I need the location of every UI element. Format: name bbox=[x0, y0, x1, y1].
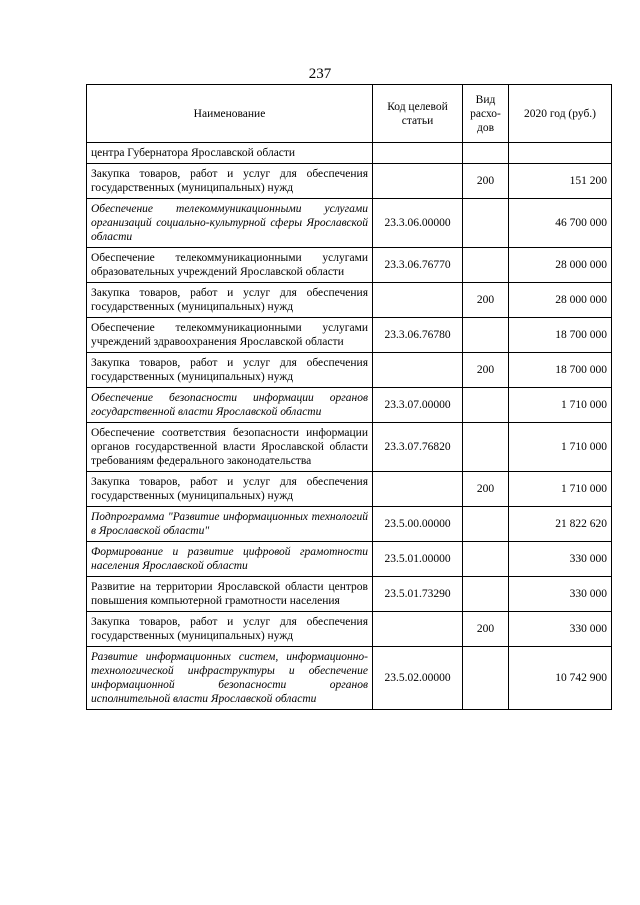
cell-sum: 151 200 bbox=[509, 164, 612, 199]
cell-name: Закупка товаров, работ и услуг для обеспечения государственных (муниципальных) нужд bbox=[87, 472, 373, 507]
cell-kind: 200 bbox=[463, 283, 509, 318]
table-row bbox=[87, 612, 612, 647]
cell-code: 23.3.07.00000 bbox=[373, 388, 463, 423]
cell-name: Обеспечение безопасности информации органов государственной власти Ярославской области bbox=[87, 388, 373, 423]
cell-code: 23.3.06.76780 bbox=[373, 318, 463, 353]
cell-kind: 200 bbox=[463, 164, 509, 199]
cell-kind bbox=[463, 647, 509, 710]
cell-code bbox=[373, 353, 463, 388]
cell-code: 23.5.01.00000 bbox=[373, 542, 463, 577]
table-row bbox=[87, 248, 612, 283]
cell-sum: 1 710 000 bbox=[509, 423, 612, 472]
table-row bbox=[87, 143, 612, 164]
cell-code: 23.3.06.76770 bbox=[373, 248, 463, 283]
cell-sum: 330 000 bbox=[509, 542, 612, 577]
cell-sum bbox=[509, 143, 612, 164]
cell-name: Развитие на территории Ярославской области центров повышения компьютерной грамотности населения bbox=[87, 577, 373, 612]
header-name: Наименование bbox=[87, 85, 373, 143]
table-row bbox=[87, 647, 612, 710]
table-row bbox=[87, 472, 612, 507]
table-row bbox=[87, 164, 612, 199]
table-row bbox=[87, 577, 612, 612]
cell-kind bbox=[463, 143, 509, 164]
cell-kind bbox=[463, 507, 509, 542]
table-row bbox=[87, 318, 612, 353]
table-row bbox=[87, 388, 612, 423]
cell-code: 23.3.07.76820 bbox=[373, 423, 463, 472]
cell-code: 23.5.01.73290 bbox=[373, 577, 463, 612]
cell-code bbox=[373, 283, 463, 318]
cell-name: Закупка товаров, работ и услуг для обеспечения государственных (муниципальных) нужд bbox=[87, 164, 373, 199]
cell-name: Формирование и развитие цифровой грамотности населения Ярославской области bbox=[87, 542, 373, 577]
cell-sum: 330 000 bbox=[509, 612, 612, 647]
table-row bbox=[87, 353, 612, 388]
header-sum: 2020 год (руб.) bbox=[509, 85, 612, 143]
table-row bbox=[87, 423, 612, 472]
cell-code bbox=[373, 612, 463, 647]
cell-name: Закупка товаров, работ и услуг для обеспечения государственных (муниципальных) нужд bbox=[87, 612, 373, 647]
cell-name: Закупка товаров, работ и услуг для обеспечения государственных (муниципальных) нужд bbox=[87, 283, 373, 318]
cell-sum: 28 000 000 bbox=[509, 283, 612, 318]
cell-kind bbox=[463, 577, 509, 612]
cell-kind bbox=[463, 248, 509, 283]
table-header-row bbox=[87, 85, 612, 143]
table-body bbox=[87, 143, 612, 710]
cell-sum: 21 822 620 bbox=[509, 507, 612, 542]
table-row bbox=[87, 507, 612, 542]
cell-name: Обеспечение телекоммуникационными услугами организаций социально-культурной сферы Ярославской области bbox=[87, 199, 373, 248]
cell-name: Закупка товаров, работ и услуг для обеспечения государственных (муниципальных) нужд bbox=[87, 353, 373, 388]
cell-kind bbox=[463, 423, 509, 472]
header-code: Код целевой статьи bbox=[373, 85, 463, 143]
cell-sum: 330 000 bbox=[509, 577, 612, 612]
cell-sum: 46 700 000 bbox=[509, 199, 612, 248]
cell-code bbox=[373, 164, 463, 199]
cell-kind: 200 bbox=[463, 612, 509, 647]
cell-sum: 10 742 900 bbox=[509, 647, 612, 710]
cell-sum: 1 710 000 bbox=[509, 388, 612, 423]
cell-kind bbox=[463, 388, 509, 423]
table-row bbox=[87, 199, 612, 248]
cell-name: Подпрограмма "Развитие информационных технологий в Ярославской области" bbox=[87, 507, 373, 542]
cell-name: центра Губернатора Ярославской области bbox=[87, 143, 373, 164]
cell-kind bbox=[463, 318, 509, 353]
header-kind: Вид расхо-дов bbox=[463, 85, 509, 143]
cell-name: Обеспечение телекоммуникационными услугами образовательных учреждений Ярославской области bbox=[87, 248, 373, 283]
cell-name: Обеспечение телекоммуникационными услугами учреждений здравоохранения Ярославской области bbox=[87, 318, 373, 353]
page-number: 237 bbox=[308, 66, 332, 82]
cell-sum: 18 700 000 bbox=[509, 318, 612, 353]
table-row bbox=[87, 542, 612, 577]
cell-code bbox=[373, 472, 463, 507]
cell-code: 23.5.02.00000 bbox=[373, 647, 463, 710]
cell-sum: 18 700 000 bbox=[509, 353, 612, 388]
cell-code: 23.3.06.00000 bbox=[373, 199, 463, 248]
cell-code bbox=[373, 143, 463, 164]
cell-name: Обеспечение соответствия безопасности информации органов государственной власти Ярославской области требованиям федерального законодательства bbox=[87, 423, 373, 472]
cell-kind bbox=[463, 199, 509, 248]
table-row bbox=[87, 283, 612, 318]
cell-kind: 200 bbox=[463, 353, 509, 388]
budget-table bbox=[86, 84, 612, 710]
cell-sum: 1 710 000 bbox=[509, 472, 612, 507]
cell-sum: 28 000 000 bbox=[509, 248, 612, 283]
cell-kind bbox=[463, 542, 509, 577]
cell-code: 23.5.00.00000 bbox=[373, 507, 463, 542]
cell-name: Развитие информационных систем, информационно-технологической инфраструктуры и обеспечение информационной безопасности органов исполнительной власти Ярославской области bbox=[87, 647, 373, 710]
cell-kind: 200 bbox=[463, 472, 509, 507]
